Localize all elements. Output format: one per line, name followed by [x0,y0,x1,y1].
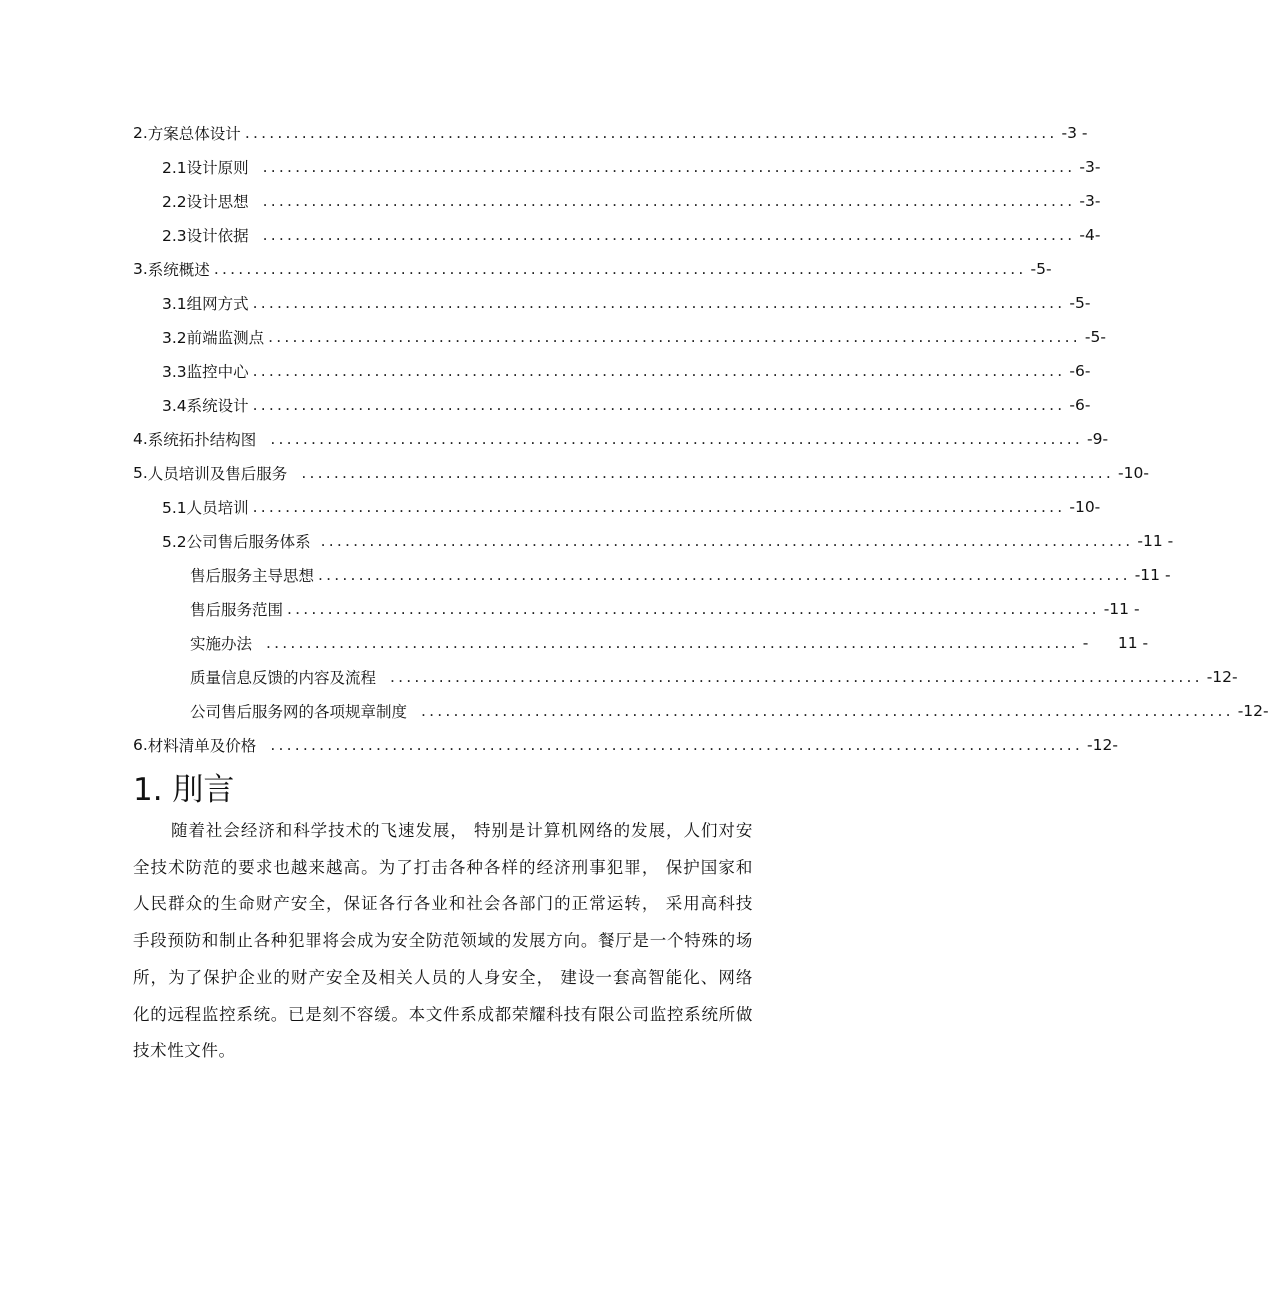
toc-entry-title: 3.4系统设计 [162,397,249,415]
toc-entry-5-2-5[interactable] [190,694,1269,728]
toc-entry-title: 2.2设计思想 [162,193,249,211]
toc-leader-dots: .................................................................................................... [266,634,1079,652]
toc-entry-5-1[interactable] [162,490,1101,524]
toc-entry-title: 2.3设计依据 [162,227,249,245]
toc-entry-page: -10- [1118,464,1149,482]
toc-leader-dots: .................................................................................................... [301,464,1115,482]
toc-entry-3-4[interactable] [162,388,1091,422]
toc-entry-2-2[interactable] [162,184,1101,218]
toc-entry-2[interactable] [133,116,1088,150]
toc-entry-page: -11 - [1137,532,1174,550]
toc-leader-dots: .................................................................................................... [268,328,1081,346]
toc-leader-dots: .................................................................................................... [262,192,1076,210]
section-paragraph: 随着社会经济和科学技术的飞速发展， 特别是计算机网络的发展，人们对安全技术防范的要求也越来越高。为了打击各种各样的经济刑事犯罪， 保护国家和人民群众的生命财产安全，保证各行各业和社会各部门的正常运转， 采用高科技手段预防和制止各种犯罪将会成为安全防范领域的发展方向。餐厅是一个特殊的场所，为了保护企业的财产安全及相关人员的人身安全， 建设一套高智能化、网络化的远程监控系统。已是刻不容缓。本文件系成都荣耀科技有限公司监控系统所做技术性文件。 [133,821,753,1061]
toc-entry-page: -10- [1069,498,1101,516]
toc-entry-page: -12- [1087,736,1118,754]
toc-leader-dots: .................................................................................................... [421,702,1234,720]
toc-entry-number: 6. [133,736,148,754]
toc-entry-page: -6- [1069,362,1091,380]
toc-entry-5-2-1[interactable] [190,558,1171,592]
toc-entry-page: -9- [1087,430,1109,448]
toc-entry-title: 方案总体设计 [147,125,241,143]
toc-entry-number: 4. [133,430,148,448]
toc-leader-dots: .................................................................................................... [213,260,1027,278]
toc-entry-title: 系统拓扑结构图 [147,431,257,449]
toc-entry-number: 3. [133,260,148,278]
toc-entry-page: -5- [1030,260,1052,278]
toc-entry-page: -3- [1079,158,1101,176]
toc-leader-dots: .................................................................................................... [244,124,1058,142]
toc-leader-dots: .................................................................................................... [252,362,1066,380]
toc-entry-5-2-3[interactable] [190,626,1149,660]
toc-entry-title: 3.1组网方式 [162,295,249,313]
toc-leader-dots: .................................................................................................... [318,566,1131,584]
toc-entry-3-1[interactable] [162,286,1091,320]
toc-leader-dots: .................................................................................................... [287,600,1100,618]
toc-entry-page: -6- [1069,396,1091,414]
toc-leader-dots: .................................................................................................... [252,294,1066,312]
toc-entry-5-2-2[interactable] [190,592,1140,626]
toc-entry-page: -12- [1237,702,1269,720]
toc-entry-page: -3 - [1061,124,1088,142]
toc-entry-title: 售后服务主导思想 [190,567,315,585]
toc-entry-title: 3.2前端监测点 [162,329,265,347]
toc-entry-title: 公司售后服务网的各项规章制度 [190,703,408,721]
toc-entry-page: -12- [1206,668,1238,686]
toc-leader-dots: .................................................................................................... [320,532,1134,550]
toc-leader-dots: .................................................................................................... [252,498,1066,516]
toc-entry-page: -5- [1069,294,1091,312]
toc-entry-page: - 11 - [1082,634,1149,652]
toc-leader-dots: .................................................................................................... [262,158,1076,176]
toc-entry-title: 质量信息反馈的内容及流程 [190,669,377,687]
toc-entry-page: -4- [1079,226,1101,244]
toc-entry-title: 5.2公司售后服务体系 [162,533,311,551]
toc-entry-5-2[interactable] [162,524,1174,558]
toc-leader-dots: .................................................................................................... [270,430,1084,448]
toc-entry-title: 3.3监控中心 [162,363,249,381]
toc-entry-number: 2. [133,124,148,142]
section-heading: 1. 刖言 [133,772,235,808]
toc-entry-number: 5. [133,464,148,482]
toc-entry-6[interactable] [133,728,1118,762]
toc-entry-title: 5.1人员培训 [162,499,249,517]
toc-entry-page: -5- [1084,328,1106,346]
toc-leader-dots: .................................................................................................... [390,668,1203,686]
toc-entry-page: -11 - [1134,566,1171,584]
toc-entry-4[interactable] [133,422,1109,456]
toc-entry-title: 售后服务范围 [190,601,284,619]
toc-entry-page: -3- [1079,192,1101,210]
toc-entry-title: 材料清单及价格 [147,737,257,755]
toc-entry-2-1[interactable] [162,150,1101,184]
toc-entry-2-3[interactable] [162,218,1101,252]
toc-leader-dots: .................................................................................................... [262,226,1076,244]
toc-entry-3-2[interactable] [162,320,1106,354]
toc-entry-5-2-4[interactable] [190,660,1238,694]
toc-entry-5[interactable] [133,456,1149,490]
toc-entry-3-3[interactable] [162,354,1091,388]
toc-entry-title: 人员培训及售后服务 [147,465,288,483]
toc-entry-title: 2.1设计原则 [162,159,249,177]
toc-entry-title: 实施办法 [190,635,253,653]
toc-entry-page: -11 - [1103,600,1140,618]
toc-entry-title: 系统概述 [147,261,210,279]
toc-leader-dots: .................................................................................................... [252,396,1066,414]
toc-leader-dots: .................................................................................................... [270,736,1084,754]
toc-entry-3[interactable] [133,252,1052,286]
